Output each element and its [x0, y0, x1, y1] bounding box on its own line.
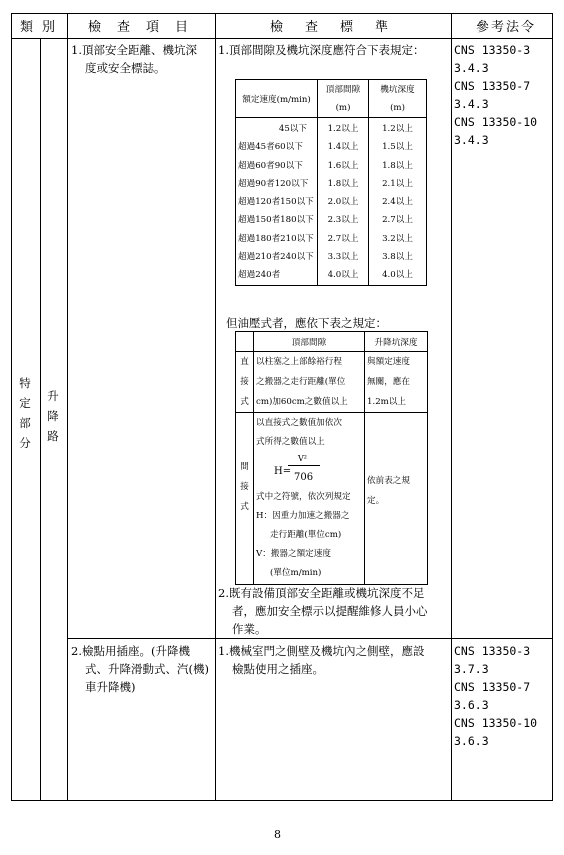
hydraulic-intro: 但油壓式者，應依下表之規定：: [226, 316, 387, 330]
header-category: 類別: [20, 20, 65, 35]
row2-standard: 1.機械室門之側壁及機坑內之側壁，應設 檢點使用之插座。: [218, 644, 425, 676]
header-reference: 參考法令: [476, 20, 537, 35]
table1-speed-col: 45以下 超過45者60以下 超過60者90以下 超過90者120以下 超過120者150以下 超過150者180以下 超過180者210以下 超過210者240以下 超過240者: [236, 118, 318, 286]
table-border-right: [552, 13, 553, 801]
row1-references: CNS 13350-3 3.4.3 CNS 13350-7 3.4.3 CNS 13350-10 3.4.3: [454, 43, 538, 147]
table2-direct-pit: 與額定速度 無關，應在 1.2m以上: [365, 352, 428, 413]
table2-indirect-gap: 以直接式之數值加依次 式所得之數值以上 H= V² 706 式中之符號，依次列規定 H：因重力加速之搬器之 走行距離(單位cm) V：搬器之額定速度 (單位m/min): [254, 413, 365, 585]
table2-header-gap: 頂部間隙: [254, 332, 365, 352]
table2-direct-gap: 以柱塞之上部餘裕行程 之搬器之走行距離(單位 cm)加60cm之數值以上: [254, 352, 365, 413]
page-number: 8: [274, 828, 281, 841]
table-border-header-bottom: [11, 38, 553, 39]
table-border-bottom: [11, 800, 553, 801]
table2-indirect-pit: 依前表之規 定。: [365, 413, 428, 585]
row1-standard-intro: 1.頂部間隙及機坑深度應符合下表規定：: [218, 43, 425, 57]
category-main-label: 特 定 部 分: [19, 376, 31, 450]
col-divider-item: [215, 13, 216, 801]
table1-gap-col: 1.2以上 1.4以上 1.6以上 1.8以上 2.0以上 2.3以上 2.7以上 3.3以上 4.0以上: [318, 118, 369, 286]
formula: H= V² 706: [256, 452, 362, 488]
col-divider-category: [67, 13, 68, 801]
row2-item: 2.檢點用插座。(升降機 式、升降滑動式、汽(機) 車升降機): [71, 644, 209, 694]
header-item: 檢查項目: [88, 20, 205, 35]
category-sub-label: 升 降 路: [47, 389, 59, 443]
table1-header-pit: 機坑深度 (m): [369, 80, 427, 118]
table-border-top: [11, 13, 553, 14]
row1-standard-2: 2.既有設備頂部安全距離或機坑深度不足 者，應加安全標示以提醒維修人員小心 作業。: [218, 586, 428, 636]
table-border-left: [11, 13, 12, 801]
table2-header-pit: 升降坑深度: [365, 332, 428, 352]
hydraulic-table: [235, 331, 428, 585]
table2-direct-label: 直 接 式: [236, 352, 254, 413]
col-divider-category-sub: [40, 38, 41, 801]
table1-header-gap: 頂部間隙 (m): [318, 80, 369, 118]
col-divider-standard: [451, 13, 452, 801]
row-divider: [67, 638, 553, 639]
table1-header-speed: 額定速度(m/min): [236, 80, 318, 118]
row2-references: CNS 13350-3 3.7.3 CNS 13350-7 3.6.3 CNS 13350-10 3.6.3: [454, 644, 538, 748]
table2-indirect-label: 間 接 式: [236, 413, 254, 585]
header-standard: 檢查標準: [270, 20, 411, 35]
table1-pit-col: 1.2以上 1.5以上 1.8以上 2.1以上 2.4以上 2.7以上 3.2以上 3.8以上 4.0以上: [369, 118, 427, 286]
row1-item: 1.頂部安全距離、機坑深 度或安全標誌。: [71, 43, 197, 75]
speed-clearance-table: [235, 79, 427, 286]
table2-corner: [236, 332, 254, 352]
